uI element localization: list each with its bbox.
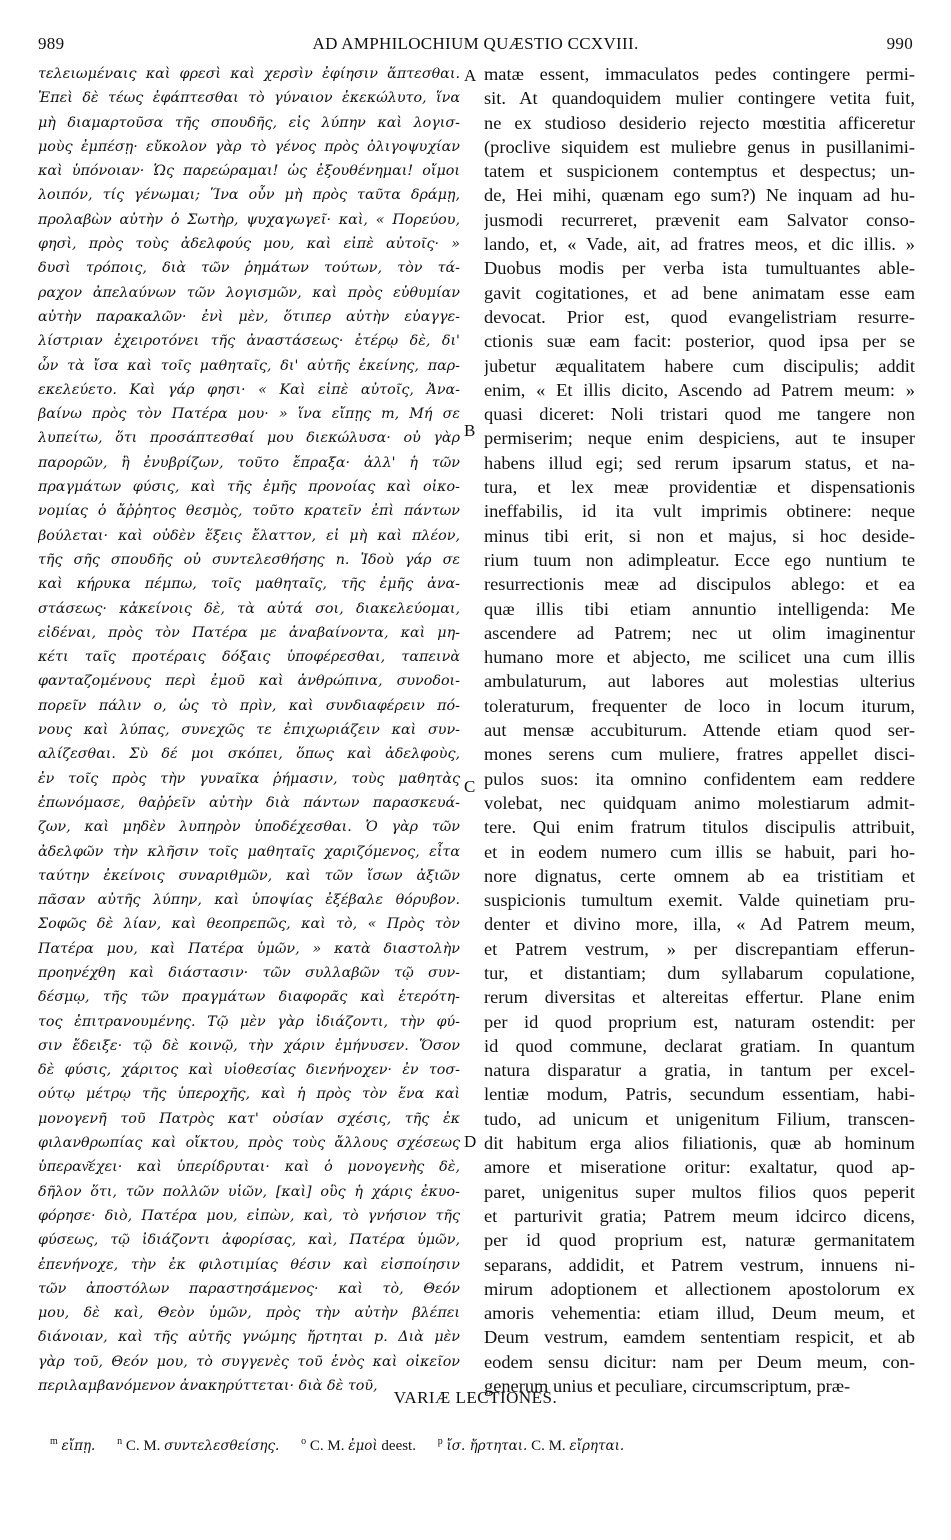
greek-text-line: καὶ ὑπόνοιαν· Ὡς παρεώραμαι! ὡς ἐξουθένημαι! οἴμοι [38,163,460,180]
note-n: $^n$ C. M. συντελεσθείσης. [117,1436,280,1454]
greek-text-line: πραγμάτων φύσις, καὶ τῆς ἐμῆς προνοίας καὶ οἰκο- [38,479,460,496]
greek-text-line: φανταζομένους περὶ ἐμοῦ καὶ ἀνθρώπινα, συνοδοι- [38,673,460,690]
margin-mark-d: D [464,1132,477,1151]
greek-text-line: προηνέχθη καὶ διάστασιν· τῶν συλλαβῶν τῷ συν- [38,964,460,981]
greek-text-line: μὴ διαμαρτοῦσα τῆς σπουδῆς, εἰς λύπην καὶ λογισ- [38,114,460,131]
greek-text-line: ὧν τὰ ἴσα καὶ τοῖς μαθηταῖς, δι' αὐτῆς ἐκείνης, παρ- [38,357,460,374]
latin-text-line: suspicionis tumultum exemit. Valde quinetiam pru- [484,890,915,911]
latin-text-line: dit habitum erga alios filiationis, quæ ab hominum [484,1133,915,1154]
greek-text-line: λυπείτω, ὅτι προσάπτεσθαί μου διεκώλυσα· οὐ γὰρ [38,430,460,447]
greek-text-line: φόρησε· διὸ, Πατέρα μου, εἰπὼν, καὶ, τὸ γνήσιον τῆς [38,1207,460,1224]
greek-text-line: προλαβὼν αὐτὴν ὁ Σωτὴρ, ψυχαγωγεῖ· καὶ, « Πορεύου, [38,211,460,228]
latin-text-line: toleraturum, frequenter de loco in locum iturum, [484,695,915,716]
latin-text-line: ascendere ad Patrem; nec ut olim imaginentur [484,622,915,643]
latin-text-line: resurrectionis meæ ad discipulos ablego: et ea [484,574,915,595]
greek-text-line: δῆλον ὅτι, τῶν πολλῶν υἱῶν, [καὶ] οὓς ἡ χάρις ἐκυο- [38,1183,460,1200]
greek-text-line: ἐπενήνοχε, τὴν ἐκ φιλοτιμίας θέσιν καὶ εἰσποίησιν [38,1256,460,1273]
greek-text-line: παρορῶν, ἢ ἐνυβρίζων, τοῦτο ἔπραξα· ἀλλ' ἡ τῶν [38,454,460,471]
greek-text-line: τος ἐπιτρανουμένης. Τῷ μὲν γὰρ ἰδιάζοντι, τὴν φύ- [38,1013,460,1030]
latin-text-line: rium tuum non adimpleatur. Ecce ego nuntium te [484,549,915,570]
greek-text-line: ἐπωνόμασε, θαῤῥεῖν αὐτὴν διὰ πάντων παρασκευά- [38,794,460,811]
latin-text-line: nore dignatus, certe omnem ab ea tristitiam et [484,865,915,886]
latin-text-line: generum unius et peculiare, circumscriptum, præ- [484,1376,851,1397]
running-title: AD AMPHILOCHIUM QUÆSTIO CCXVIII. [312,34,639,53]
greek-text-line: δέσμῳ, τῆς τῶν πραγμάτων διαφορᾶς καὶ ἑτερότη- [38,989,460,1006]
greek-text-line: ταύτην ἐκείνοις συναριθμῶν, καὶ τῶν ἴσων ἀξιῶν [38,867,460,884]
greek-text-line: μονογενῆ τοῦ Πατρὸς κατ' οὐσίαν σχέσις, τῆς ἐκ [38,1110,460,1127]
latin-text-line: quasi diceret: Noli tristari quod me tangere non [484,404,915,425]
greek-text-line: κέτι ταῖς προτέραις δόξαις ὑποφέρεσθαι, ταπεινὰ [38,649,460,666]
latin-text-line: tere. Qui enim fratrum titulos discipulis attribuit, [484,817,915,838]
latin-text-line: lentiæ modum, Patris, secundum essentiam, habi- [484,1084,915,1105]
greek-text-line: ραχον ἀπελαύνων τῶν λογισμῶν, καὶ πρὸς εὐθυμίαν [38,284,460,301]
latin-text-line: ambulaturum, aut labores aut molestias ulterius [484,671,915,692]
latin-text-line: tur, et distantiam; dum syllabarum copulatione, [484,962,915,983]
latin-text-line: Deum vestrum, eamdem sententiam respicit, et ab [484,1327,915,1348]
greek-text-line: ἐν τοῖς πρὸς τὴν γυναῖκα ῥήμασιν, τοὺς μαθητὰς [38,770,460,787]
greek-text-line: καὶ κήρυκα πέμπω, τοῖς μαθηταῖς, τῆς ἐμῆς ἀνα- [38,576,460,593]
greek-text-line: τῶν ἀποστόλων παραστησάμενος· καὶ τὸ, Θεόν [38,1280,460,1297]
greek-text-line: φύσεως, τῷ ἰδιάζοντι ἀφορίσας, καὶ, Πατέρα ὑμῶν, [38,1232,460,1249]
latin-text-line: gavit cogitationes, et ad bene animatam esse eam [484,282,915,303]
greek-text-line: ζων, καὶ μηδὲν λυπηρὸν ὑποδέχεσθαι. Ὁ γὰρ τῶν [38,819,460,836]
latin-text-line: sit. At quandoquidem mulier contingere vetita fuit, [484,88,915,109]
greek-text-line: Σοφῶς δὲ λίαν, καὶ θεοπρεπῶς, καὶ τὸ, « Πρὸς τὸν [38,916,460,933]
latin-text-line: et Patrem vestrum, » per discrepantiam efferun- [484,938,915,959]
margin-mark-b: B [464,421,476,440]
latin-text-line: amore et miseratione oritur: exaltatur, quod ap- [484,1157,915,1178]
latin-text-line: ineffabilis, id ita vult imprimis obtinere: neque [484,501,915,522]
latin-text-line: per id quod proprium est, naturam ostendit: per [484,1011,915,1032]
latin-text-line: matæ essent, immaculatos pedes contingere permi- [484,64,915,84]
note-o: $^o$ C. M. ἐμοὶ deest. [301,1436,416,1454]
latin-text-line: mones serens cum muliere, fratres appellet disci- [484,744,915,765]
latin-text-line: devocat. Prior est, quod evangelistriam resurre- [484,306,915,327]
latin-text-line: tatem et suspicionem contemptus et despectus; un- [484,161,915,182]
latin-text-line: humano more et abjecto, me scilicet una cum illis [484,647,915,668]
latin-text-line: denter et divino more, illa, « Ad Patrem meum, [484,914,915,935]
greek-text-line: σιν ἔδειξε· τῷ δὲ κοινῷ, τὴν χάριν ἐμήνυσεν. Ὅσον [38,1037,460,1054]
latin-text-line: rerum diversitas et altereitas effertur. Plane enim [484,987,915,1008]
latin-text-line: habens illud egi; sed rerum ipsarum status, et na- [484,452,915,473]
latin-text-line: per id quod proprium est, naturæ germanitatem [484,1230,915,1251]
greek-text-line: Πατέρα μου, καὶ Πατέρα ὑμῶν, » κατὰ διαστολὴν [38,940,460,957]
latin-text-line: pulos suos: ita omnino confidentem eam reddere [484,768,915,789]
latin-text-line: ne ex studioso desiderio rejecto mœstitia afficeretur [484,112,915,133]
margin-mark-c: C [464,777,476,796]
latin-text-line: eodem sensu dicitur: nam per Deum meum, con- [484,1351,915,1372]
greek-text-line: φησὶ, πρὸς τοὺς ἀδελφούς μου, καὶ εἰπὲ αὐτοῖς· » [38,236,460,253]
latin-text-line: tudo, ad unicum et unigenitum Filium, transcen- [484,1108,915,1129]
greek-text-line: γὰρ τοῦ, Θεόν μου, τὸ συγγενὲς τοῦ ἑνὸς καὶ οἰκεῖον [38,1353,460,1370]
greek-text-line: νους καὶ λύπας, συνεχῶς τε ἐπιχωριάζειν καὶ συν- [38,722,460,739]
greek-text-line: ἀδελφῶν τὴν κλῆσιν τοῖς μαθηταῖς χαριζόμενος, εἶτα [38,843,460,860]
greek-text-line: πορεῖν πάλιν o, ὡς τὸ πρὶν, καὶ συνδιαφέρειν πό- [38,697,460,714]
greek-text-line: εἰδέναι, πρὸς τὸν Πατέρα με ἀναβαίνοντα, καὶ μη- [38,624,460,641]
greek-text-line: δὲ φύσις, χάριτος καὶ υἱοθεσίας διενήνοχεν· ἐν τοσ- [38,1062,460,1079]
latin-text-line: mirum adoptionem et allectionem apostolorum ex [484,1278,915,1299]
greek-text-line: μοὺς ἐμπέσῃ· εὔκολον γὰρ τὸ γένος πρὸς ὀλιγοψυχίαν [38,138,460,155]
greek-text-line: αλίζεσθαι. Σὺ δέ μοι σκόπει, ὅπως καὶ ἀδελφοὺς, [38,746,460,763]
latin-text-line: quæ illis tibi etiam annuntio intelligenda: Me [484,598,915,619]
latin-text-line: (proclive siquidem est muliebre genus in pusillanimi- [484,136,915,157]
greek-text-line: φιλανθρωπίας καὶ οἴκτου, πρὸς τοὺς ἄλλους σχέσεως [38,1135,460,1152]
greek-text-line: τῆς σῆς σπουδῆς οὐ συντελεσθήσης n. Ἰδοὺ γάρ σε [38,551,460,568]
latin-text-line: ctionis suæ eam facit: posterior, quod ipsa per se [484,331,915,352]
page-number-right: 990 [886,34,913,53]
latin-text-line: volebat, nec quidquam animo molestiarum admit- [484,792,915,813]
latin-text-line: separans, addidit, et Patrem vestrum, innuens ni- [484,1254,915,1275]
page-number-left: 989 [38,34,65,53]
latin-text-line: Duobus modis per verba ista tumultuantes able- [484,258,915,279]
latin-text-line: jusmodi recurreret, prævenit eam Salvator conso- [484,209,915,230]
latin-text-line: permiserim; neque enim despiciens, aut te insuper [484,428,915,449]
greek-text-line: βαίνω πρὸς τὸν Πατέρα μου· » ἵνα εἴπῃς m, Μή σε [38,406,460,423]
latin-text-line: amoris vehementia: etiam illud, Deum meum, et [484,1303,915,1324]
greek-text-line: στάσεως· κἀκείνοις δὲ, τὰ αὐτά σοι, διακελεύομαι, [38,600,460,617]
greek-text-line: λοιπόν, τίς γένωμαι; Ἵνα οὖν μὴ πρὸς ταῦτα δράμῃ, [38,187,460,204]
greek-text-line: λίστριαν ἐχειροτόνει τῆς ἀναστάσεως· ἑτέρῳ δὲ, δι' [38,333,460,350]
latin-text-line: aut mensæ accubiturum. Attende etiam quod ser- [484,720,915,741]
latin-text-line: tura, et lex meæ providentiæ et dispensationis [484,477,915,498]
greek-text-line: Ἐπεὶ δὲ τέως ἐφάπτεσθαι τὸ γύναιον ἐκεκώλυτο, ἵνα [38,90,460,107]
greek-text-line: δυσὶ τρόποις, διὰ τῶν ῥημάτων τούτων, τὸν τά- [38,260,460,277]
greek-text-line: τελειωμέναις καὶ φρεσὶ καὶ χερσὶν ἐφίησιν ἅπτεσθαι. [38,66,460,82]
greek-text-line: περιλαμβανόμενον ἀνακηρύττεται· διὰ δὲ τοῦ, [38,1378,378,1395]
note-p: $^p$ ἴσ. ἤρτηται. C. M. εἴρηται. [437,1436,625,1454]
greek-text-line: πᾶσαν αὐτῆς λύπην, καὶ ὑποψίας ἐξέβαλε θόρυβον. [38,892,460,909]
greek-text-line: αὐτὴν παρακαλῶν· ἐνὶ μὲν, ὅτιπερ αὐτὴν εὐαγγε- [38,308,460,325]
latin-text-line: et parturivit gratia; Patrem meum idcirco dicens, [484,1205,915,1226]
greek-text-line: μου, δὲ καὶ, Θεὸν ὑμῶν, πρὸς τὴν αὐτὴν βλέπει [38,1305,460,1322]
latin-text-line: id quod commune, declarat gratiam. In quantum [484,1035,915,1056]
greek-text-line: νομίας ὁ ἄῤῥητος θεσμὸς, τοῦτο κρατεῖν ἐπὶ πάντων [38,503,460,520]
greek-text-line: ὑπεραν͂έχει· καὶ ὑπερίδρυται· καὶ ὁ μονογενὴς δὲ, [38,1159,460,1176]
note-m: $^m$ εἴπῃ. [50,1436,96,1454]
variae-lectiones-heading: VARIÆ LECTIONES. [393,1388,558,1407]
latin-text-line: et in eodem numero cum illis se habuit, pari ho- [484,841,915,862]
latin-text-line: lando, et, « Vade, ait, ad fratres meos, et dic illis. » [484,234,915,255]
margin-mark-a: A [464,66,477,85]
greek-text-line: διάνοιαν, καὶ τῆς αὐτῆς γνώμης ἤρτηται p. Διὰ μὲν [38,1329,460,1346]
latin-text-line: enim, « Et illis dicito, Ascendo ad Patrem meum: » [484,379,915,400]
page-header [38,34,913,56]
latin-text-line: de, Hei mihi, quænam ego sum?) Ne inquam ad hu- [484,185,915,206]
greek-text-line: βούλεται· καὶ οὐδὲν ἕξεις ἔλαττον, εἰ μὴ καὶ πλέον, [38,527,460,544]
greek-text-line: ούτῳ μέτρῳ τῆς ὑπεροχῆς, καὶ ἡ πρὸς τὸν ἕνα καὶ [38,1086,460,1103]
latin-text-column [484,62,915,1397]
latin-text-line: jubetur æqualitatem habere cum discipulis; addit [484,355,915,376]
latin-text-line: minus tibi erit, si non et majus, si hoc deside- [484,525,915,546]
variant-readings-notes [50,1436,920,1455]
greek-text-line: εκελεύετο. Καὶ γάρ φησι· « Καὶ εἰπὲ αὐτοῖς, Ἀνα- [38,381,460,398]
latin-text-line: paret, unigenitus super multos filios quos peperit [484,1181,915,1202]
greek-text-column [38,62,460,1395]
latin-text-line: natura disparatur a gratia, in tantum per excel- [484,1060,915,1081]
